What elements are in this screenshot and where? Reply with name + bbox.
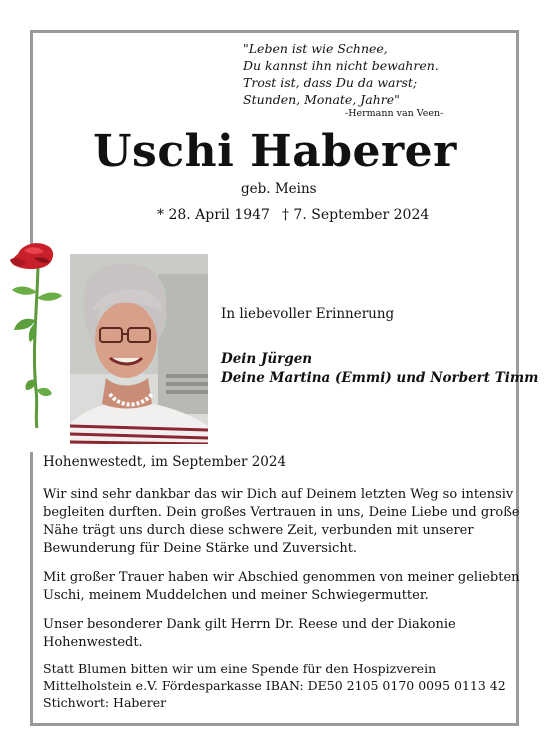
portrait-photo xyxy=(70,254,208,444)
quote-line: Trost ist, dass Du da warst; xyxy=(243,75,418,90)
death-date: † 7. September 2024 xyxy=(281,207,430,223)
text-line: Stichwort: Haberer xyxy=(43,695,167,710)
frame-left-edge-bottom xyxy=(30,452,33,723)
text-line: Hohenwestedt. xyxy=(43,635,143,650)
text-line: Statt Blumen bitten wir um eine Spende für den Hospizverein xyxy=(43,661,437,676)
text-line: begleiten durften. Dein großes Vertrauen in uns, Deine Liebe und große xyxy=(43,505,520,520)
text-line: Nähe trägt uns durch diese schwere Zeit, verbunden mit unserer xyxy=(43,523,474,538)
paragraph-thanks xyxy=(43,616,513,652)
mourner-name: Dein Jürgen xyxy=(221,351,313,367)
deceased-name: Uschi Haberer xyxy=(93,126,457,177)
paragraph-farewell xyxy=(43,569,520,605)
life-dates xyxy=(157,207,441,223)
poem-quote xyxy=(243,40,463,108)
birth-date: * 28. April 1947 xyxy=(157,207,270,223)
quote-line: Stunden, Monate, Jahre" xyxy=(243,92,400,107)
quote-line: "Leben ist wie Schnee, xyxy=(243,41,388,56)
text-line: Wir sind sehr dankbar das wir Dich auf Deinem letzten Weg so intensiv xyxy=(43,487,514,502)
paragraph-donation xyxy=(43,660,513,711)
text-line: Uschi, meinem Muddelchen und meiner Schwiegermutter. xyxy=(43,588,429,603)
birth-name: geb. Meins xyxy=(241,181,317,197)
text-line: Mittelholstein e.V. Fördesparkasse IBAN: DE50 2105 0170 0095 0113 42 xyxy=(43,678,506,693)
mourners-signature xyxy=(221,350,538,387)
paragraph-gratitude xyxy=(43,486,520,558)
quote-line: Du kannst ihn nicht bewahren. xyxy=(243,58,439,73)
text-line: Bewunderung für Deine Stärke und Zuversicht. xyxy=(43,541,358,556)
text-line: Mit großer Trauer haben wir Abschied genommen von meiner geliebten xyxy=(43,570,520,585)
quote-author: -Hermann van Veen- xyxy=(345,108,444,119)
memory-line: In liebevoller Erinnerung xyxy=(221,306,395,322)
text-line: Unser besonderer Dank gilt Herrn Dr. Reese und der Diakonie xyxy=(43,617,456,632)
mourner-name: Deine Martina (Emmi) und Norbert Timm xyxy=(221,369,539,386)
rose-icon xyxy=(4,240,66,430)
place-and-date: Hohenwestedt, im September 2024 xyxy=(43,454,287,470)
